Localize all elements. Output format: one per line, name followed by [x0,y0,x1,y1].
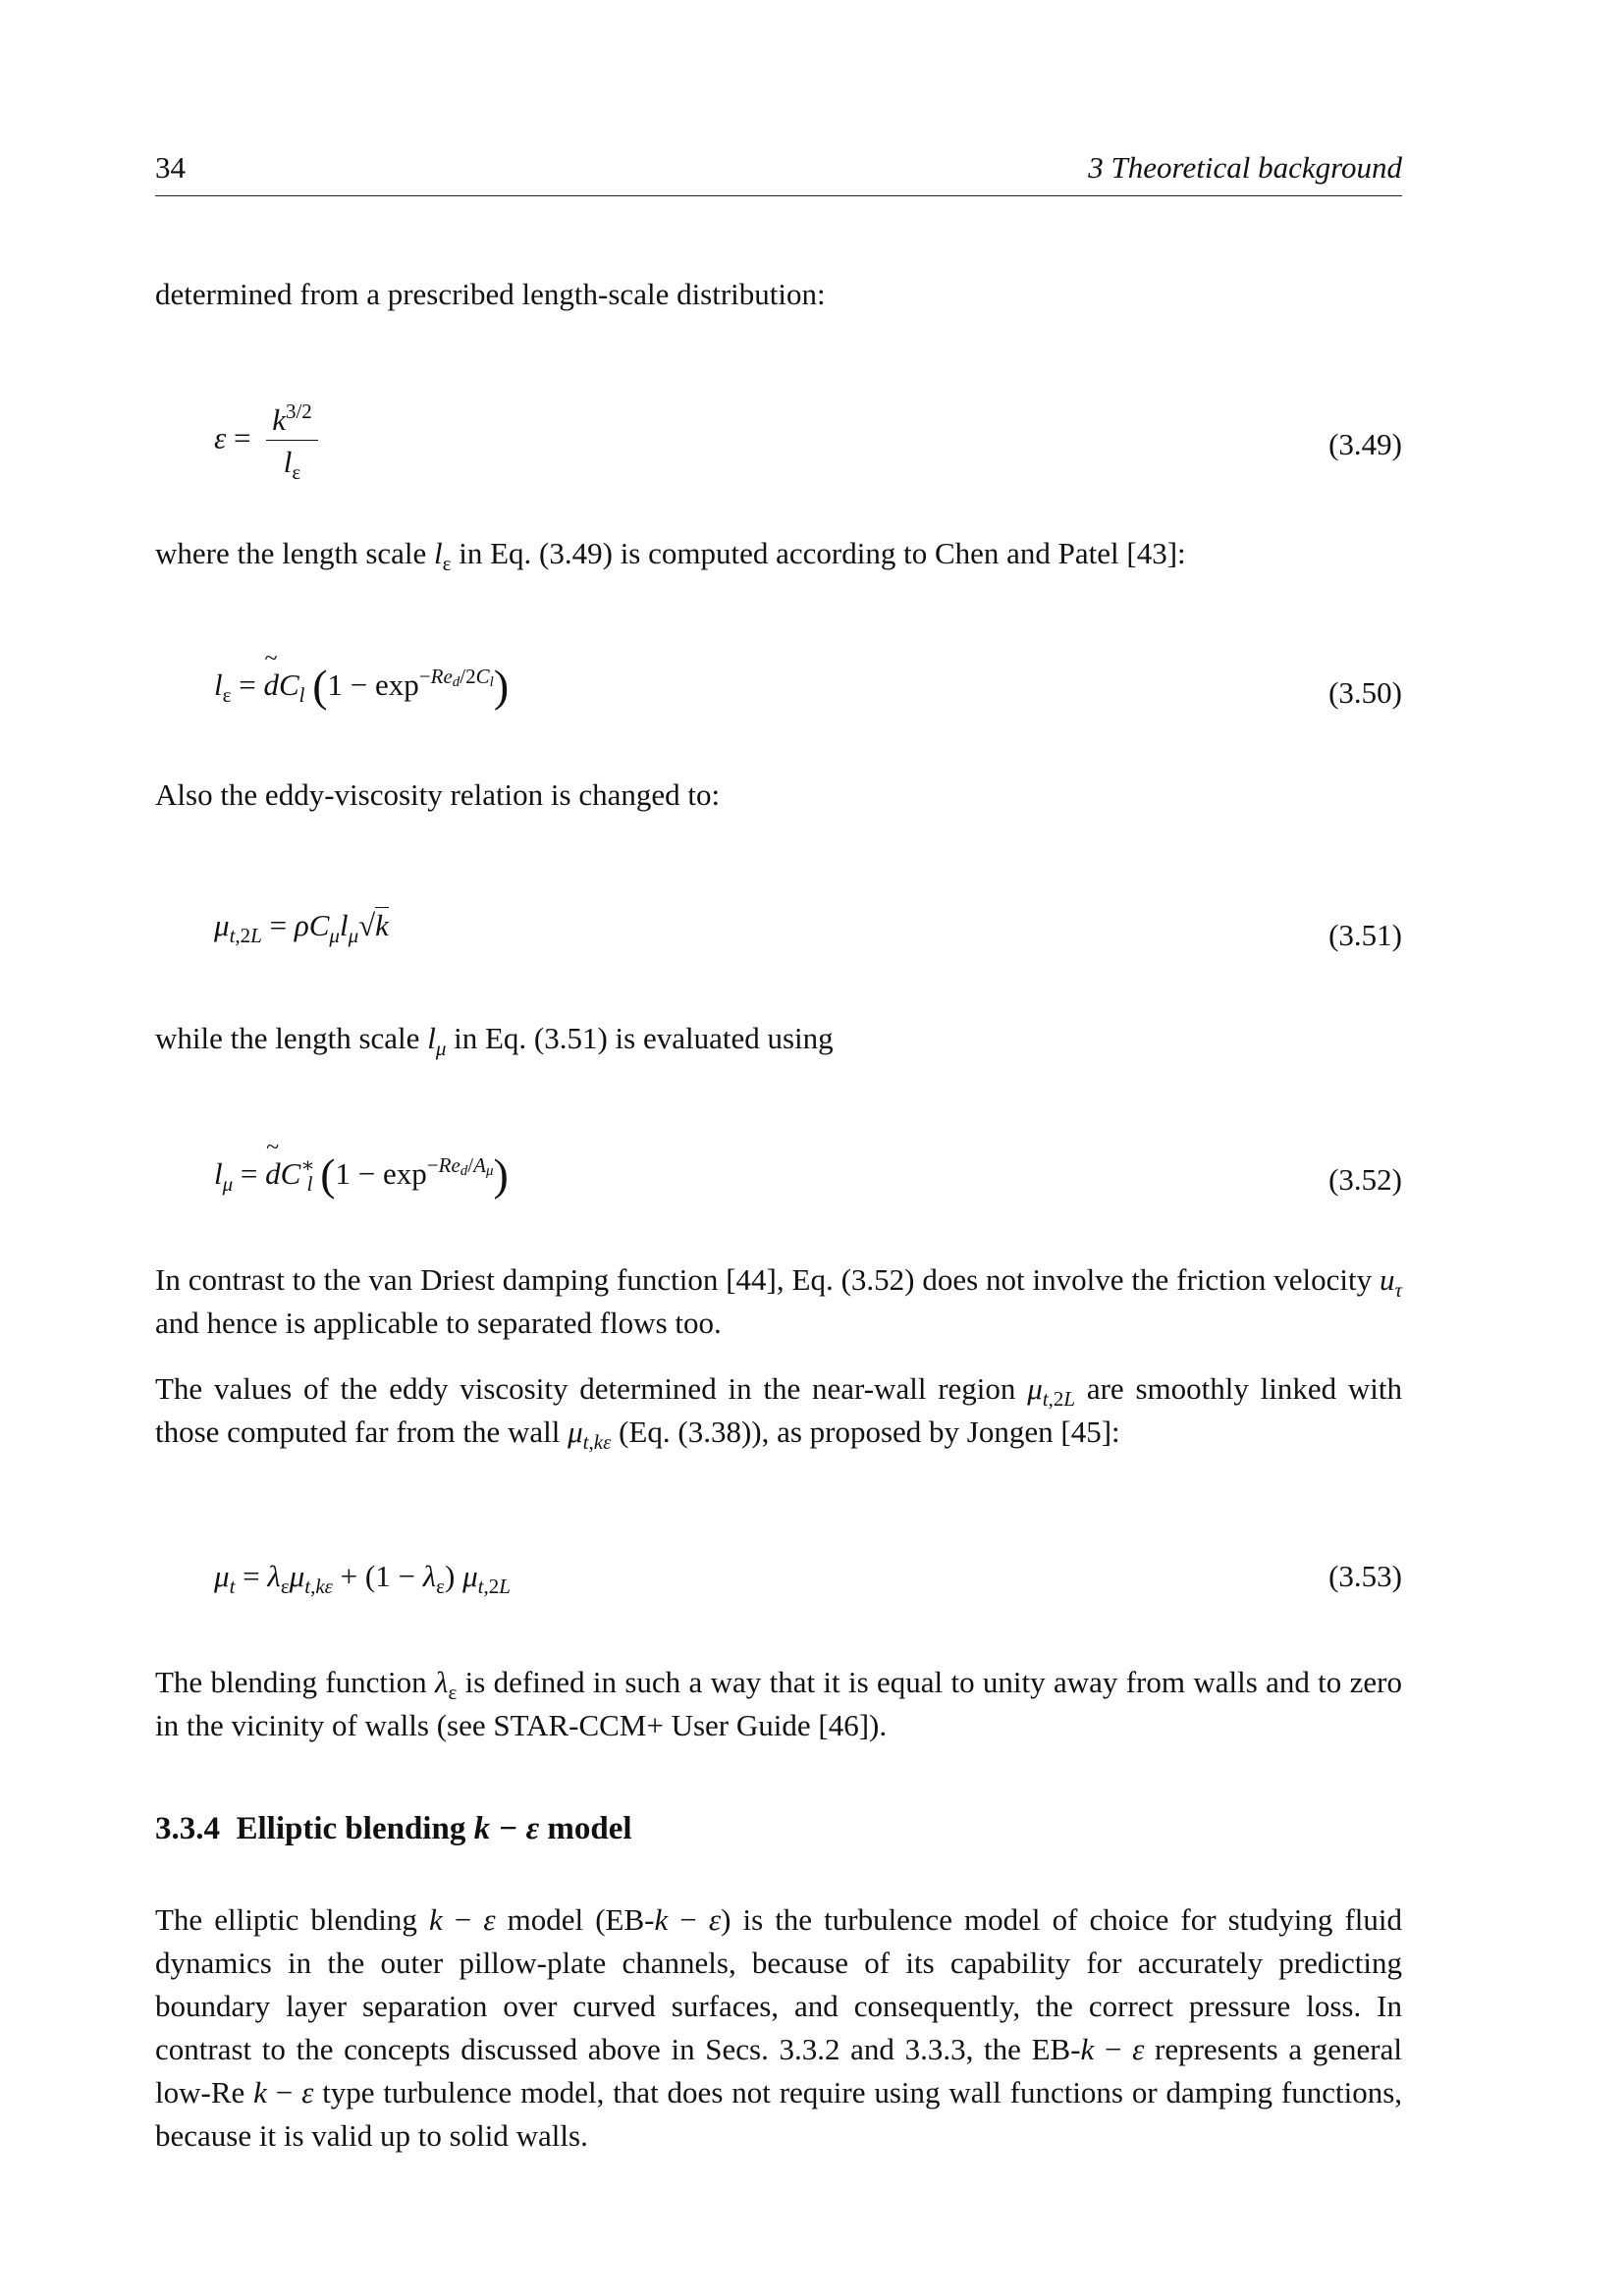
equation-number: (3.52) [1328,1162,1402,1197]
page-header [155,150,1402,196]
paragraph-blending-function: The blending function $\lambda_\varepsilon$ is defined in such a way that it is equal to unity away from walls and to zero in the vicinity of walls (see STAR-CCM+ User Guide [46]). [155,1665,1402,1742]
equation-number: (3.51) [1328,918,1402,952]
equation-3-52: $l_\mu$ = ~ $dC^∗_l$ $(1 - \exp^{-Re_d/A_\mu})$ [214,1148,509,1227]
equation-number: (3.49) [1328,427,1402,461]
equation-3-51: $\mu_{t,2L} = \rho C_\mu l_\mu√k$ [214,908,389,947]
equation-number: (3.50) [1328,675,1402,710]
paragraph-length-scale: where the length scale $l_\varepsilon$ in Eq. (3.49) is computed according to Chen and Patel [43]: [155,536,1186,575]
equation-3-53: $\mu_t = \lambda_\varepsilon\mu_{t,k\varepsilon} + (1 - \lambda_\varepsilon)$ $\mu_{t,2L}$ [214,1559,511,1598]
section-heading: 3.3.4 Elliptic blending k − ε model [155,1811,632,1846]
equation-number: (3.53) [1328,1559,1402,1593]
running-title: 3 Theoretical background [1088,150,1402,185]
paragraph-length-scale-mu: while the length scale $l_\mu$ in Eq. (3.51) is evaluated using [155,1021,834,1060]
page-number: 34 [155,150,186,185]
paragraph-eb-model: The elliptic blending k − ε model (EB-k − ε) is the turbulence model of choice for studying fluid dynamics in the outer pillow-plate channels, because of its capability for accurately predicting boundary layer separation over curved surfaces, and consequently, the correct pressure loss. In contrast to the concepts discussed above in Secs. 3.3.2 and 3.3.3, the EB-k − ε represents a general low-Re k − ε type turbulence model, that does not require using wall functions or damping functions, because it is valid up to solid walls. [155,1902,1403,2153]
equation-3-49: ε = $\frac{k^{3/2}}{l_\varepsilon}$ [214,402,318,481]
equation-3-50: $l_\varepsilon$ = ~ $dC_l$ $(1 - \exp^{-Re_d/2C_l})$ [214,660,509,738]
paragraph-intro: determined from a prescribed length-scale distribution: [155,277,826,311]
paragraph-van-driest: In contrast to the van Driest damping function [44], Eq. (3.52) does not involve the friction velocity $u_\tau$ and hence is applicable to separated flows too. [155,1262,1402,1340]
paragraph-eddy-viscosity: Also the eddy-viscosity relation is changed to: [155,777,721,812]
paragraph-blending: The values of the eddy viscosity determined in the near-wall region $\mu_{t,2L}$ are smoothly linked with those computed far from the wall $\mu_{t,k\varepsilon}$ (Eq. (3.38)), as proposed by Jongen [45]: [155,1371,1403,1454]
